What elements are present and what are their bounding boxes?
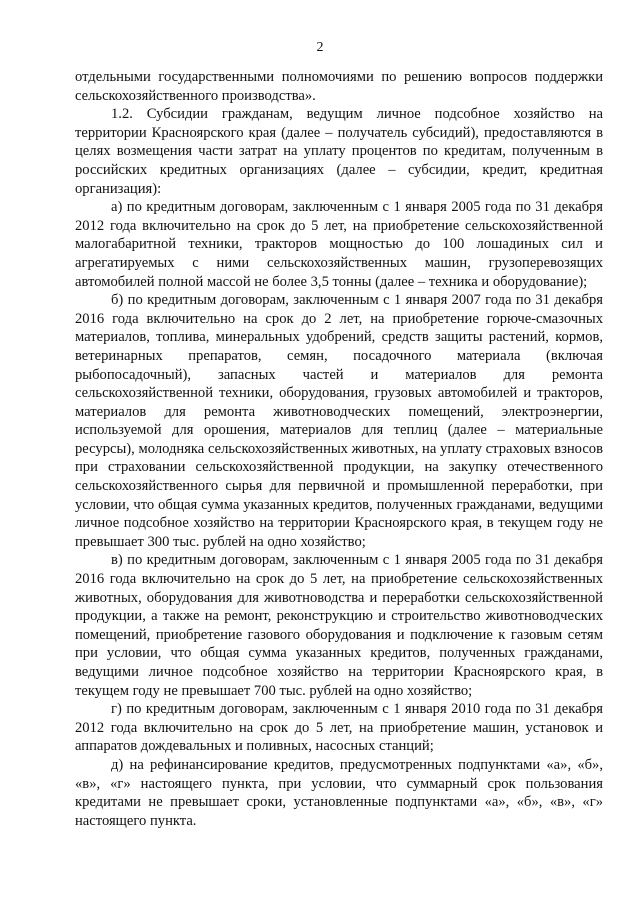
page-number: 2 [316, 40, 324, 55]
paragraph-continuation: отдельными государственными полномочиями по решению вопросов поддержки сельскохозяйственного производства». [75, 69, 603, 104]
paragraph-item-v: в) по кредитным договорам, заключенным с 1 января 2005 года по 31 декабря 2016 года включительно на срок до 5 лет, на приобретение сельскохозяйственных животных, оборудования для животноводства и переработки сельскохозяйственной продукции, а также на ремонт, реконструкцию и строительство животноводческих помещений, приобретение газового оборудования и подключение к газовым сетям при условии, что общая сумма указанных кредитов, полученных гражданами, ведущими личное подсобное хозяйство на территории Красноярского края, в текущем году не превышает 700 тыс. рублей на одно хозяйство; [75, 552, 603, 699]
document-body [75, 68, 603, 830]
paragraph-item-d: д) на рефинансирование кредитов, предусмотренных подпунктами «а», «б», «в», «г» настоящего пункта, при условии, что суммарный срок пользования кредитами не превышает сроки, установленные подпунктами «а», «б», «в», «г» настоящего пункта. [75, 756, 603, 829]
paragraph-item-a: а) по кредитным договорам, заключенным с 1 января 2005 года по 31 декабря 2012 года включительно на срок до 5 лет, на приобретение сельскохозяйственной малогабаритной техники, тракторов мощностью до 100 лошадиных сил и агрегатируемых с ними сельскохозяйственных машин, грузоперевозящих автомобилей полной массой не более 3,5 тонны (далее – техника и оборудование); [75, 199, 603, 290]
paragraph-item-g: г) по кредитным договорам, заключенным с 1 января 2010 года по 31 декабря 2012 года включительно на срок до 5 лет, на приобретение машин, установок и аппаратов дождевальных и поливных, насосных станций; [75, 701, 603, 755]
paragraph-item-b: б) по кредитным договорам, заключенным с 1 января 2007 года по 31 декабря 2016 года включительно на срок до 2 лет, на приобретение горюче-смазочных материалов, топлива, минеральных удобрений, средств защиты растений, кормов, ветеринарных препаратов, семян, посадочного материала (включая рыбопосадочный), запасных частей и материалов для ремонта сельскохозяйственной техники, оборудования, грузовых автомобилей и тракторов, материалов для ремонта животноводческих помещений, электроэнергии, используемой для орошения, материалов для теплиц (далее – материальные ресурсы), молодняка сельскохозяйственных животных, на уплату страховых взносов при страховании сельскохозяйственной продукции, на закупку отечественного сельскохозяйственного сырья для первичной и промышленной переработки, при условии, что общая сумма указанных кредитов, полученных гражданами, ведущими личное подсобное хозяйство на территории Красноярского края, в текущем году не превышает 300 тыс. рублей на одно хозяйство; [75, 292, 603, 550]
paragraph-1-2: 1.2. Субсидии гражданам, ведущим личное подсобное хозяйство на территории Красноярского края (далее – получатель субсидий), предоставляются в целях возмещения части затрат на уплату процентов по кредитам, полученным в российских кредитных организациях (далее – субсидии, кредит, кредитная организация): [75, 106, 603, 197]
